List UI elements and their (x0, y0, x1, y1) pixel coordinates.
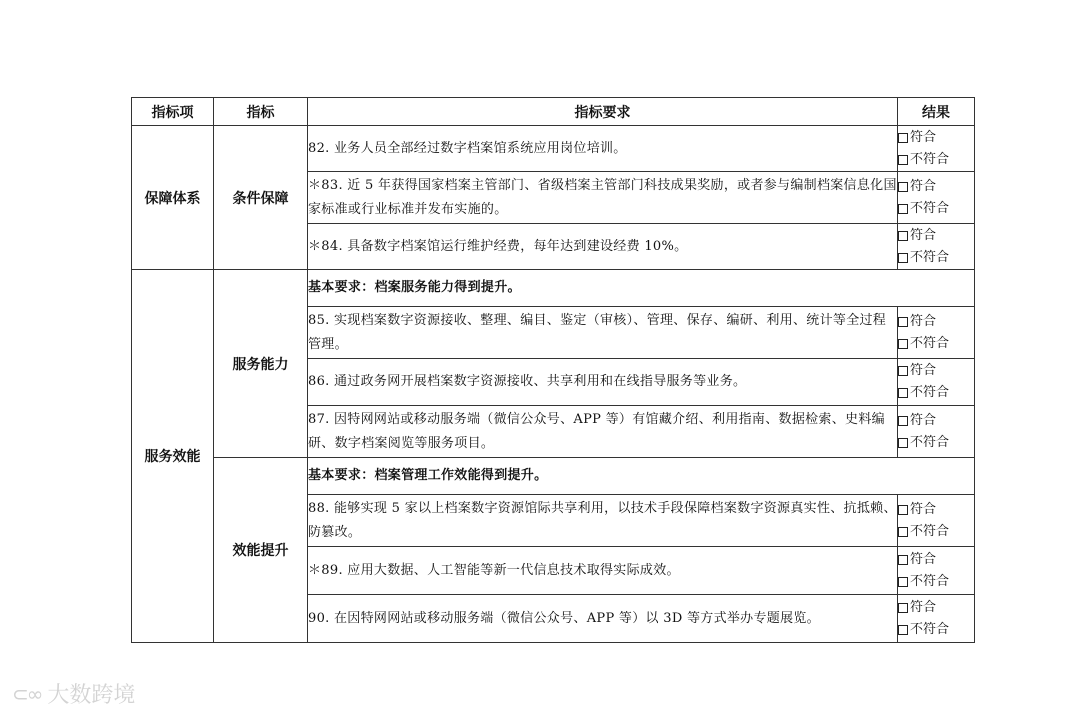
basic-requirement: 基本要求：档案管理工作效能得到提升。 (308, 458, 975, 495)
indicator-cell: 服务能力 (214, 270, 308, 458)
checkbox-icon[interactable] (898, 527, 908, 537)
checkbox-icon[interactable] (898, 416, 908, 426)
option-fail[interactable]: 不符合 (898, 432, 974, 454)
requirement-cell: ＊83. 近 5 年获得国家档案主管部门、省级档案主管部门科技成果奖励，或者参与编制档案信息化国家标准或行业标准并发布实施的。 (308, 172, 898, 224)
option-fail[interactable]: 不符合 (898, 521, 974, 543)
checkbox-icon[interactable] (898, 155, 908, 165)
checkbox-icon[interactable] (898, 505, 908, 515)
option-pass[interactable]: 符合 (898, 410, 974, 432)
watermark (12, 678, 135, 709)
checkbox-icon[interactable] (898, 603, 908, 613)
header-requirement: 指标要求 (308, 98, 898, 126)
requirement-cell: 82. 业务人员全部经过数字档案馆系统应用岗位培训。 (308, 126, 898, 172)
checkbox-icon[interactable] (898, 555, 908, 565)
checkbox-icon[interactable] (898, 339, 908, 349)
result-cell (898, 547, 975, 595)
option-fail[interactable]: 不符合 (898, 149, 974, 171)
basic-requirement: 基本要求：档案服务能力得到提升。 (308, 270, 975, 307)
requirement-cell: ＊89. 应用大数据、人工智能等新一代信息技术取得实际成效。 (308, 547, 898, 595)
checkbox-icon[interactable] (898, 317, 908, 327)
option-fail[interactable]: 不符合 (898, 333, 974, 355)
header-indicator: 指标 (214, 98, 308, 126)
option-fail[interactable]: 不符合 (898, 198, 974, 220)
checkbox-icon[interactable] (898, 204, 908, 214)
requirement-cell: 85. 实现档案数字资源接收、整理、编目、鉴定（审核）、管理、保存、编研、利用、统计等全过程管理。 (308, 307, 898, 359)
checkbox-icon[interactable] (898, 253, 908, 263)
checkbox-icon[interactable] (898, 577, 908, 587)
indicator-cell: 条件保障 (214, 126, 308, 270)
requirement-cell: 90. 在因特网网站或移动服务端（微信公众号、APP 等）以 3D 等方式举办专题展览。 (308, 595, 898, 643)
table-row (132, 270, 975, 307)
option-fail[interactable]: 不符合 (898, 247, 974, 269)
checkbox-icon[interactable] (898, 182, 908, 192)
option-fail[interactable]: 不符合 (898, 571, 974, 593)
requirement-cell: 88. 能够实现 5 家以上档案数字资源馆际共享利用，以技术手段保障档案数字资源真实性、抗抵赖、防篡改。 (308, 495, 898, 547)
result-cell (898, 406, 975, 458)
option-fail[interactable]: 不符合 (898, 619, 974, 641)
item-cell: 服务效能 (132, 270, 214, 643)
indicator-cell: 效能提升 (214, 458, 308, 643)
watermark-logo-icon: ⊂∞ (12, 681, 42, 706)
result-cell (898, 595, 975, 643)
option-pass[interactable]: 符合 (898, 311, 974, 333)
option-pass[interactable]: 符合 (898, 127, 974, 149)
option-pass[interactable]: 符合 (898, 225, 974, 247)
item-cell: 保障体系 (132, 126, 214, 270)
header-row (132, 98, 975, 126)
option-pass[interactable]: 符合 (898, 360, 974, 382)
option-pass[interactable]: 符合 (898, 176, 974, 198)
checkbox-icon[interactable] (898, 388, 908, 398)
header-result: 结果 (898, 98, 975, 126)
result-cell (898, 359, 975, 406)
checkbox-icon[interactable] (898, 438, 908, 448)
table-row (132, 126, 975, 172)
result-cell (898, 126, 975, 172)
requirement-cell: 86. 通过政务网开展档案数字资源接收、共享利用和在线指导服务等业务。 (308, 359, 898, 406)
checkbox-icon[interactable] (898, 133, 908, 143)
checkbox-icon[interactable] (898, 366, 908, 376)
option-pass[interactable]: 符合 (898, 499, 974, 521)
result-cell (898, 495, 975, 547)
watermark-text: 大数跨境 (47, 683, 136, 708)
checkbox-icon[interactable] (898, 625, 908, 635)
requirement-cell: ＊84. 具备数字档案馆运行维护经费，每年达到建设经费 10%。 (308, 224, 898, 270)
header-item: 指标项 (132, 98, 214, 126)
requirement-cell: 87. 因特网网站或移动服务端（微信公众号、APP 等）有馆藏介绍、利用指南、数据检索、史料编研、数字档案阅览等服务项目。 (308, 406, 898, 458)
option-fail[interactable]: 不符合 (898, 382, 974, 404)
requirements-table (131, 97, 975, 643)
table-row (132, 458, 975, 495)
result-cell (898, 224, 975, 270)
result-cell (898, 307, 975, 359)
option-pass[interactable]: 符合 (898, 597, 974, 619)
checkbox-icon[interactable] (898, 231, 908, 241)
option-pass[interactable]: 符合 (898, 549, 974, 571)
result-cell (898, 172, 975, 224)
